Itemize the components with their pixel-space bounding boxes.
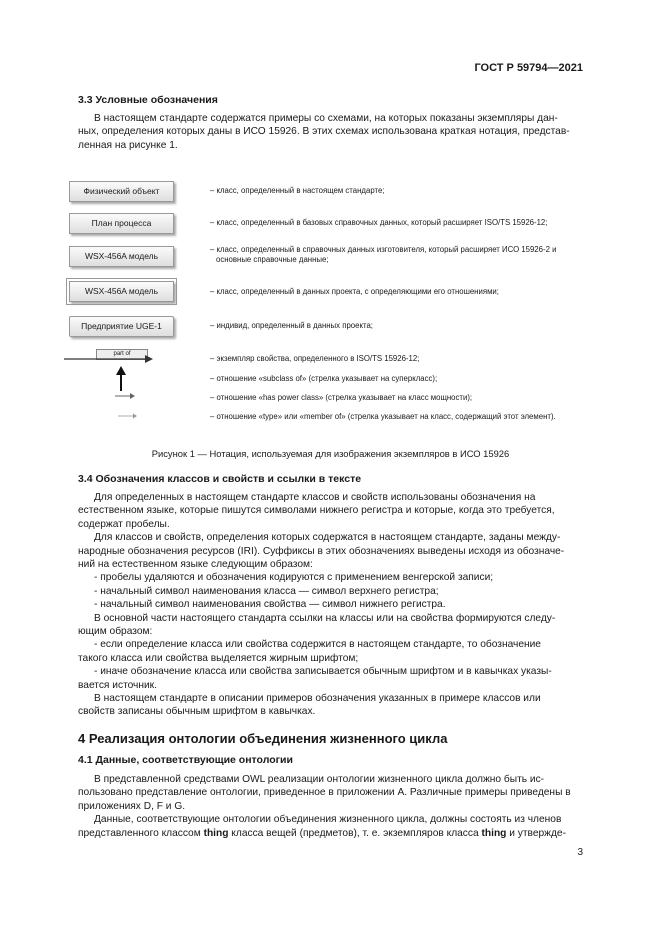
property-label-box: part of — [96, 349, 148, 360]
type-arrow-icon — [118, 414, 137, 419]
paragraph-line: В настоящем стандарте в описании примеров обозначения указанных в примере классов или — [94, 693, 541, 704]
legend-description: – отношение «type» или «member of» (стрелка указывает на класс, содержащий этот элемент). — [210, 412, 556, 421]
paragraph-line: содержат пробелы. — [78, 518, 170, 530]
section-title: 3.3 Условные обозначения — [78, 94, 218, 106]
paragraph-line: свойств записаны обычным шрифтом в кавычках. — [78, 706, 316, 718]
list-item: - пробелы удаляются и обозначения кодируются с применением венгерской записи; — [94, 572, 494, 584]
paragraph-line: ных, определения которых даны в ИСО 15926. В этих схемах использована краткая нотация, представ- — [78, 126, 570, 138]
legend-description: – индивид, определенный в данных проекта; — [210, 321, 373, 330]
legend-description: – класс, определенный в справочных данных изготовителя, который расширяет ИСО 15926-2 и — [210, 245, 557, 254]
legend-description: – экземпляр свойства, определенного в ISO/TS 15926-12; — [210, 354, 420, 363]
section-title: 4.1 Данные, соответствующие онтологии — [78, 754, 293, 766]
chapter-title: 4 Реализация онтологии объединения жизненного цикла — [78, 731, 448, 746]
legend-description: – отношение «has power class» (стрелка указывает на класс мощности); — [210, 393, 473, 402]
document-id: ГОСТ Р 59794—2021 — [474, 62, 583, 74]
paragraph-line: Для определенных в настоящем стандарте классов и свойств использованы обозначения на — [94, 492, 536, 503]
paragraph-line — [78, 827, 566, 840]
legend-description: – класс, определенный в базовых справочных данных, который расширяет ISO/TS 15926-12; — [210, 218, 548, 227]
paragraph-line: пользовано представление онтологии, приведенное в приложении A. Различные примеры приведены в — [78, 787, 571, 799]
legend-description: – отношение «subclass of» (стрелка указывает на суперкласс); — [210, 374, 438, 383]
class-box-reference: План процесса — [69, 213, 174, 234]
paragraph-line: В представленной средствами OWL реализации онтологии жизненного цикла должно быть ис- — [94, 774, 545, 785]
paragraph-line: ющим образом: — [78, 626, 153, 637]
individual-box: Предприятие UGE-1 — [69, 316, 174, 337]
list-item: - начальный символ наименования класса — символ верхнего регистра; — [94, 585, 439, 597]
list-item: - начальный символ наименования свойства — символ нижнего регистра. — [94, 599, 446, 611]
bold-term: thing — [203, 827, 229, 839]
text-run: и утвержде- — [506, 827, 566, 839]
paragraph-line: В настоящем стандарте содержатся примеры со схемами, на которых показаны экземпляры дан- — [94, 113, 558, 124]
class-box-standard: Физический объект — [69, 181, 174, 202]
text-run: класса вещей (предметов), т. е. экземпляров класса — [228, 827, 482, 839]
power-class-arrow-icon — [115, 393, 135, 399]
property-arrow-icon — [64, 355, 153, 363]
paragraph-line: ленная на рисунке 1. — [78, 139, 178, 151]
paragraph-line: Для классов и свойств, определения которых содержатся в настоящем стандарте, заданы между- — [94, 532, 561, 544]
paragraph-line: вается источник. — [78, 679, 157, 691]
paragraph-line: естественном языке, которые пишутся символами нижнего регистра и которые, когда это требуется, — [78, 505, 555, 517]
paragraph-line: приложениях D, F и G. — [78, 800, 186, 812]
paragraph-line: ний на естественном языке следующим образом: — [78, 559, 313, 570]
legend-description: основные справочные данные; — [216, 255, 329, 264]
list-item: - иначе обозначение класса или свойства записывается обычным шрифтом и в кавычках указы- — [94, 666, 552, 678]
figure-caption: Рисунок 1 — Нотация, используемая для изображения экземпляров в ИСО 15926 — [151, 448, 510, 459]
list-item: - если определение класса или свойства содержится в настоящем стандарте, то обозначение — [94, 639, 541, 651]
bold-term: thing — [481, 827, 507, 839]
legend-description: – класс, определенный в настоящем стандарте; — [210, 186, 385, 195]
figure-arrows — [60, 340, 170, 430]
class-box-manufacturer: WSX-456A модель — [69, 246, 174, 267]
section-title: 3.4 Обозначения классов и свойств и ссылки в тексте — [78, 473, 362, 485]
paragraph-line: В основной части настоящего стандарта ссылки на классы или на свойства формируются следу- — [94, 612, 556, 624]
page-number: 3 — [577, 847, 583, 858]
paragraph-line: такого класса или свойства выделяется жирным шрифтом; — [78, 652, 359, 664]
legend-description: – класс, определенный в данных проекта, с определяющими его отношениями; — [210, 287, 499, 296]
subclass-arrow-icon — [116, 366, 126, 391]
paragraph-line: Данные, соответствующие онтологии объединения жизненного цикла, должны состоять из членов — [94, 814, 562, 826]
paragraph-line: народные обозначения ресурсов (IRI). Суффиксы в этих обозначениях выведены исходя из обозначе- — [78, 545, 565, 557]
class-box-project: WSX-456A модель — [69, 281, 174, 302]
text-run: представленного классом — [78, 827, 204, 839]
